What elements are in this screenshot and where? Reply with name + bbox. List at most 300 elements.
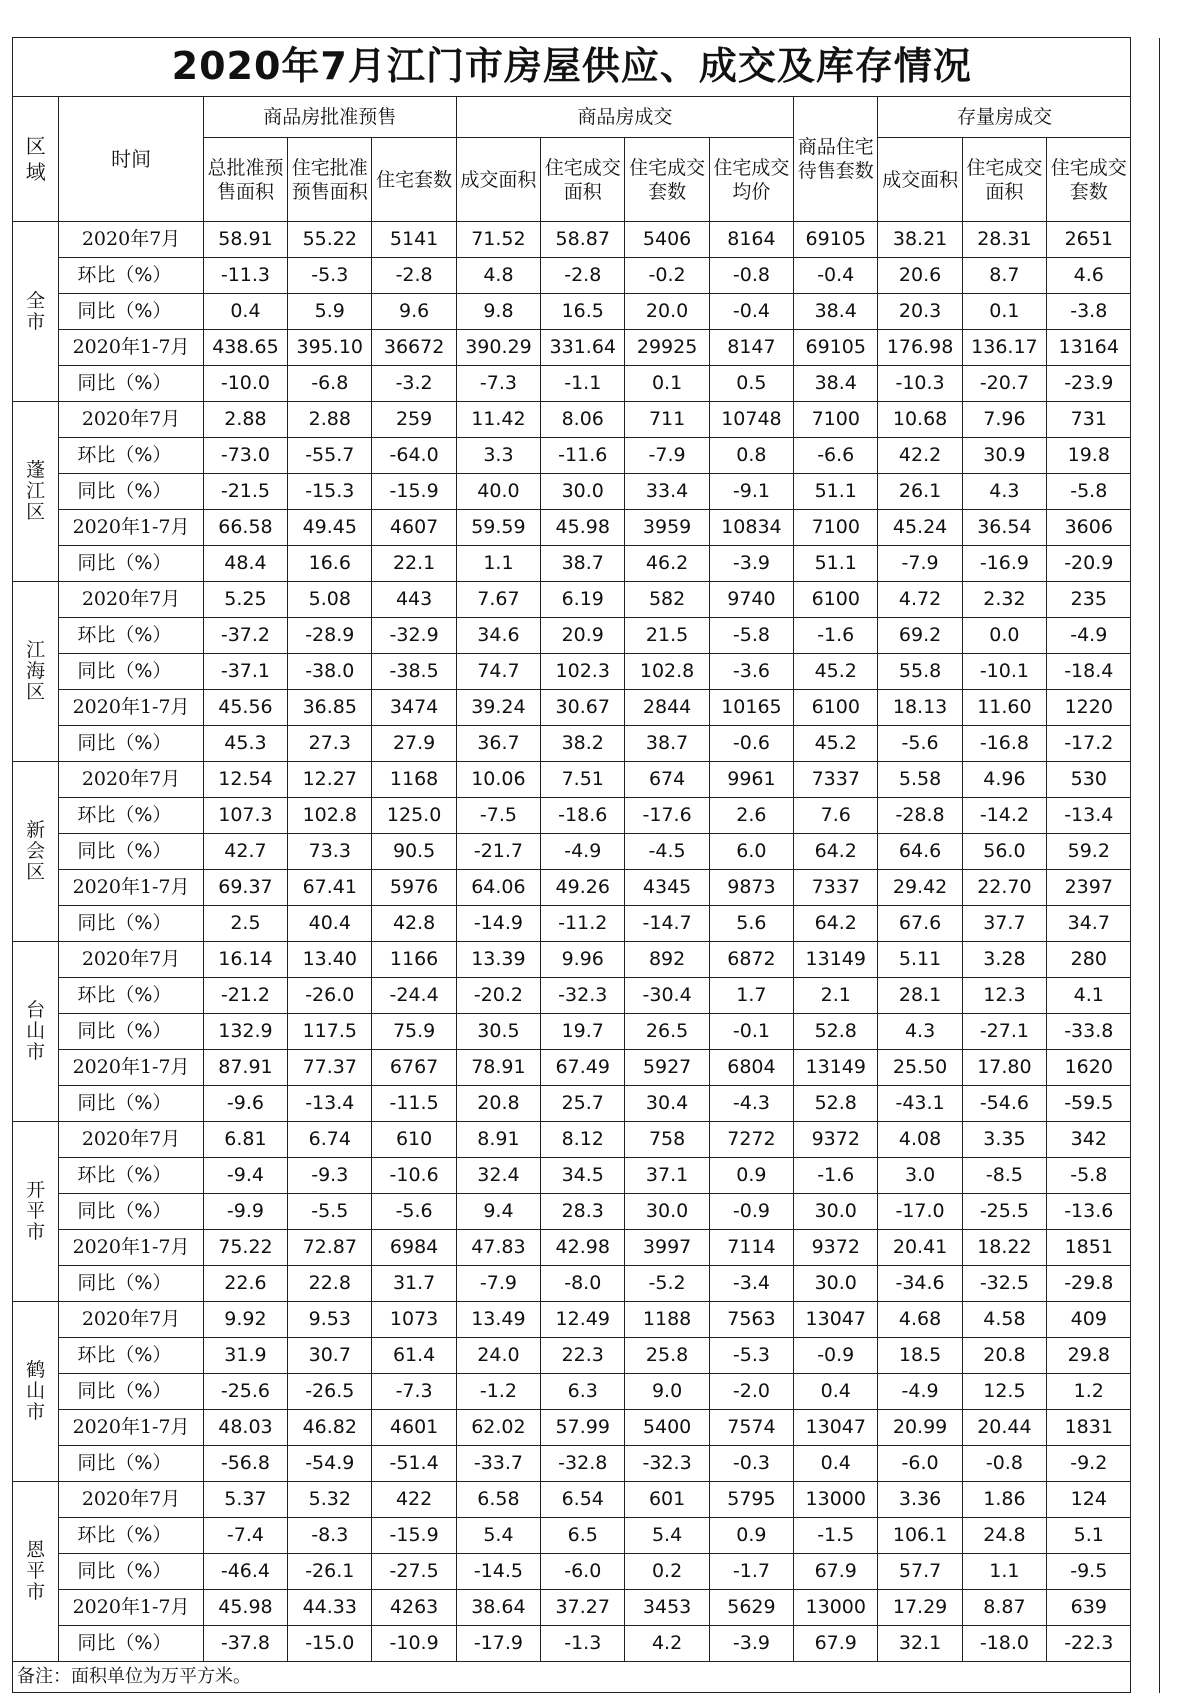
value-cell: 7272: [709, 1122, 793, 1158]
table-row: [13, 1410, 1160, 1446]
value-cell: 5976: [372, 870, 456, 906]
value-cell: -4.9: [541, 834, 625, 870]
value-cell: 45.56: [203, 690, 287, 726]
value-cell: 9372: [794, 1230, 878, 1266]
value-cell: 731: [1047, 402, 1131, 438]
value-cell: 17.29: [878, 1590, 962, 1626]
value-cell: -33.7: [456, 1446, 540, 1482]
value-cell: 4.3: [962, 474, 1046, 510]
value-cell: 5.08: [288, 582, 372, 618]
value-cell: 24.8: [962, 1518, 1046, 1554]
value-cell: -8.0: [541, 1266, 625, 1302]
value-cell: -1.5: [794, 1518, 878, 1554]
value-cell: 36.54: [962, 510, 1046, 546]
value-cell: -56.8: [203, 1446, 287, 1482]
value-cell: 5.6: [709, 906, 793, 942]
table-row: [13, 834, 1160, 870]
value-cell: -32.5: [962, 1266, 1046, 1302]
value-cell: -20.2: [456, 978, 540, 1014]
region-name: 新 会 区: [13, 762, 59, 942]
value-cell: 4.6: [1047, 258, 1131, 294]
value-cell: -10.1: [962, 654, 1046, 690]
footnote: 备注：面积单位为万平方米。: [13, 1662, 1131, 1693]
value-cell: 72.87: [288, 1230, 372, 1266]
value-cell: 22.70: [962, 870, 1046, 906]
value-cell: 24.0: [456, 1338, 540, 1374]
value-cell: -0.2: [625, 258, 709, 294]
value-cell: 8.06: [541, 402, 625, 438]
value-cell: 0.4: [794, 1374, 878, 1410]
value-cell: 38.4: [794, 366, 878, 402]
value-cell: -1.6: [794, 1158, 878, 1194]
value-cell: -18.4: [1047, 654, 1131, 690]
table-row: [13, 330, 1160, 366]
value-cell: -51.4: [372, 1446, 456, 1482]
value-cell: 1166: [372, 942, 456, 978]
col-res-deal-units: 住宅成交套数: [625, 138, 709, 222]
value-cell: 5141: [372, 222, 456, 258]
value-cell: 38.21: [878, 222, 962, 258]
value-cell: 4607: [372, 510, 456, 546]
value-cell: 13164: [1047, 330, 1131, 366]
value-cell: 7.96: [962, 402, 1046, 438]
table-row: [13, 546, 1160, 582]
value-cell: 22.6: [203, 1266, 287, 1302]
region-name: 蓬 江 区: [13, 402, 59, 582]
value-cell: 31.7: [372, 1266, 456, 1302]
value-cell: -0.3: [709, 1446, 793, 1482]
period-label: 同比（%）: [59, 474, 203, 510]
value-cell: 30.0: [794, 1194, 878, 1230]
value-cell: -13.4: [1047, 798, 1131, 834]
value-cell: -32.3: [541, 978, 625, 1014]
value-cell: -9.2: [1047, 1446, 1131, 1482]
value-cell: -5.3: [709, 1338, 793, 1374]
value-cell: 64.6: [878, 834, 962, 870]
value-cell: 38.4: [794, 294, 878, 330]
period-label: 同比（%）: [59, 1194, 203, 1230]
value-cell: 32.4: [456, 1158, 540, 1194]
value-cell: 34.6: [456, 618, 540, 654]
value-cell: -6.8: [288, 366, 372, 402]
value-cell: 78.91: [456, 1050, 540, 1086]
value-cell: -0.1: [709, 1014, 793, 1050]
period-label: 同比（%）: [59, 906, 203, 942]
value-cell: -9.6: [203, 1086, 287, 1122]
value-cell: 33.4: [625, 474, 709, 510]
sales-group-header: 商品房成交: [456, 97, 793, 138]
value-cell: 13047: [794, 1302, 878, 1338]
value-cell: 55.8: [878, 654, 962, 690]
value-cell: 9.53: [288, 1302, 372, 1338]
value-cell: 235: [1047, 582, 1131, 618]
value-cell: 0.4: [794, 1446, 878, 1482]
value-cell: -64.0: [372, 438, 456, 474]
value-cell: 34.7: [1047, 906, 1131, 942]
value-cell: 21.5: [625, 618, 709, 654]
value-cell: 331.64: [541, 330, 625, 366]
value-cell: -21.5: [203, 474, 287, 510]
value-cell: 59.59: [456, 510, 540, 546]
value-cell: -15.9: [372, 1518, 456, 1554]
value-cell: -11.2: [541, 906, 625, 942]
period-label: 环比（%）: [59, 798, 203, 834]
value-cell: -9.3: [288, 1158, 372, 1194]
value-cell: -16.8: [962, 726, 1046, 762]
value-cell: 9873: [709, 870, 793, 906]
value-cell: 6804: [709, 1050, 793, 1086]
value-cell: -27.5: [372, 1554, 456, 1590]
value-cell: -0.8: [709, 258, 793, 294]
value-cell: 1168: [372, 762, 456, 798]
value-cell: 1851: [1047, 1230, 1131, 1266]
value-cell: 3.35: [962, 1122, 1046, 1158]
value-cell: 0.0: [962, 618, 1046, 654]
value-cell: 7337: [794, 762, 878, 798]
value-cell: 57.99: [541, 1410, 625, 1446]
table-body: [13, 222, 1160, 1662]
value-cell: 29.42: [878, 870, 962, 906]
value-cell: -0.4: [709, 294, 793, 330]
value-cell: 438.65: [203, 330, 287, 366]
value-cell: 610: [372, 1122, 456, 1158]
value-cell: 45.98: [541, 510, 625, 546]
value-cell: 3.3: [456, 438, 540, 474]
value-cell: 5.58: [878, 762, 962, 798]
value-cell: 9.6: [372, 294, 456, 330]
value-cell: 7.51: [541, 762, 625, 798]
value-cell: -5.6: [372, 1194, 456, 1230]
value-cell: 176.98: [878, 330, 962, 366]
period-label: 环比（%）: [59, 258, 203, 294]
value-cell: 0.2: [625, 1554, 709, 1590]
value-cell: 1.86: [962, 1482, 1046, 1518]
value-cell: 38.64: [456, 1590, 540, 1626]
region-name: 开 平 市: [13, 1122, 59, 1302]
value-cell: 29.8: [1047, 1338, 1131, 1374]
table-row: [13, 978, 1160, 1014]
col-res-presale-area: 住宅批准预售面积: [288, 138, 372, 222]
value-cell: 8.7: [962, 258, 1046, 294]
period-label: 2020年1-7月: [59, 510, 203, 546]
value-cell: 46.82: [288, 1410, 372, 1446]
value-cell: -20.7: [962, 366, 1046, 402]
period-label: 同比（%）: [59, 1374, 203, 1410]
value-cell: 69105: [794, 222, 878, 258]
value-cell: 26.1: [878, 474, 962, 510]
value-cell: 2651: [1047, 222, 1131, 258]
table-row: [13, 1194, 1160, 1230]
value-cell: -1.7: [709, 1554, 793, 1590]
value-cell: -14.2: [962, 798, 1046, 834]
value-cell: -1.6: [794, 618, 878, 654]
value-cell: 59.2: [1047, 834, 1131, 870]
page-title: 2020年7月江门市房屋供应、成交及库存情况: [13, 38, 1131, 97]
value-cell: 1620: [1047, 1050, 1131, 1086]
table-row: [13, 870, 1160, 906]
value-cell: 16.6: [288, 546, 372, 582]
value-cell: 45.98: [203, 1590, 287, 1626]
value-cell: 5.1: [1047, 1518, 1131, 1554]
value-cell: -37.2: [203, 618, 287, 654]
value-cell: -7.3: [372, 1374, 456, 1410]
value-cell: 19.7: [541, 1014, 625, 1050]
value-cell: -2.0: [709, 1374, 793, 1410]
table-row: [13, 1122, 1160, 1158]
value-cell: 22.3: [541, 1338, 625, 1374]
value-cell: 67.9: [794, 1626, 878, 1662]
value-cell: 37.7: [962, 906, 1046, 942]
period-label: 2020年7月: [59, 402, 203, 438]
value-cell: -4.9: [878, 1374, 962, 1410]
value-cell: -59.5: [1047, 1086, 1131, 1122]
value-cell: 259: [372, 402, 456, 438]
period-label: 2020年1-7月: [59, 1410, 203, 1446]
value-cell: 20.41: [878, 1230, 962, 1266]
value-cell: 892: [625, 942, 709, 978]
value-cell: -18.0: [962, 1626, 1046, 1662]
period-label: 2020年7月: [59, 222, 203, 258]
value-cell: 66.58: [203, 510, 287, 546]
value-cell: 117.5: [288, 1014, 372, 1050]
value-cell: 3.36: [878, 1482, 962, 1518]
value-cell: 6.19: [541, 582, 625, 618]
value-cell: 12.3: [962, 978, 1046, 1014]
value-cell: 10165: [709, 690, 793, 726]
value-cell: 28.3: [541, 1194, 625, 1230]
value-cell: 12.5: [962, 1374, 1046, 1410]
value-cell: 2397: [1047, 870, 1131, 906]
value-cell: 47.83: [456, 1230, 540, 1266]
value-cell: 0.8: [709, 438, 793, 474]
value-cell: 5.25: [203, 582, 287, 618]
period-label: 同比（%）: [59, 1446, 203, 1482]
value-cell: -15.9: [372, 474, 456, 510]
value-cell: 8.87: [962, 1590, 1046, 1626]
period-label: 同比（%）: [59, 1086, 203, 1122]
value-cell: 18.22: [962, 1230, 1046, 1266]
value-cell: 13.49: [456, 1302, 540, 1338]
value-cell: 36.7: [456, 726, 540, 762]
period-label: 环比（%）: [59, 618, 203, 654]
value-cell: 28.31: [962, 222, 1046, 258]
value-cell: -5.5: [288, 1194, 372, 1230]
value-cell: -14.7: [625, 906, 709, 942]
table-row: [13, 402, 1160, 438]
value-cell: 12.49: [541, 1302, 625, 1338]
value-cell: -32.9: [372, 618, 456, 654]
period-label: 环比（%）: [59, 1518, 203, 1554]
value-cell: 7100: [794, 402, 878, 438]
right-margin-cell: [1131, 1662, 1160, 1693]
value-cell: -15.0: [288, 1626, 372, 1662]
table-row: [13, 366, 1160, 402]
value-cell: -54.9: [288, 1446, 372, 1482]
housing-statistics-table: [12, 37, 1160, 1693]
table-row: [13, 762, 1160, 798]
value-cell: 0.1: [962, 294, 1046, 330]
right-margin-cell: [1131, 38, 1160, 222]
period-label: 2020年1-7月: [59, 870, 203, 906]
value-cell: -5.8: [1047, 474, 1131, 510]
value-cell: 30.0: [541, 474, 625, 510]
table-row: [13, 1626, 1160, 1662]
value-cell: 390.29: [456, 330, 540, 366]
value-cell: 45.2: [794, 726, 878, 762]
value-cell: -55.7: [288, 438, 372, 474]
value-cell: -46.4: [203, 1554, 287, 1590]
value-cell: 42.2: [878, 438, 962, 474]
value-cell: 20.9: [541, 618, 625, 654]
value-cell: 25.7: [541, 1086, 625, 1122]
value-cell: 44.33: [288, 1590, 372, 1626]
value-cell: 20.8: [456, 1086, 540, 1122]
value-cell: 22.8: [288, 1266, 372, 1302]
presale-group-header: 商品房批准预售: [203, 97, 456, 138]
region-name: 恩 平 市: [13, 1482, 59, 1662]
value-cell: -7.4: [203, 1518, 287, 1554]
value-cell: 4601: [372, 1410, 456, 1446]
value-cell: 90.5: [372, 834, 456, 870]
value-cell: 7114: [709, 1230, 793, 1266]
table-row: [13, 474, 1160, 510]
value-cell: 18.5: [878, 1338, 962, 1374]
value-cell: 55.22: [288, 222, 372, 258]
period-label: 2020年7月: [59, 942, 203, 978]
value-cell: 18.13: [878, 690, 962, 726]
value-cell: 64.2: [794, 906, 878, 942]
value-cell: 7100: [794, 510, 878, 546]
value-cell: 342: [1047, 1122, 1131, 1158]
period-label: 2020年7月: [59, 1302, 203, 1338]
value-cell: 3453: [625, 1590, 709, 1626]
col-res-presale-units: 住宅套数: [372, 138, 456, 222]
value-cell: 64.06: [456, 870, 540, 906]
value-cell: 5.4: [625, 1518, 709, 1554]
value-cell: 9961: [709, 762, 793, 798]
value-cell: 422: [372, 1482, 456, 1518]
period-label: 同比（%）: [59, 726, 203, 762]
value-cell: 409: [1047, 1302, 1131, 1338]
value-cell: 36672: [372, 330, 456, 366]
value-cell: 57.7: [878, 1554, 962, 1590]
value-cell: 11.60: [962, 690, 1046, 726]
value-cell: 20.99: [878, 1410, 962, 1446]
value-cell: -15.3: [288, 474, 372, 510]
value-cell: -29.8: [1047, 1266, 1131, 1302]
value-cell: 4.68: [878, 1302, 962, 1338]
right-margin-cell: [1131, 222, 1160, 1662]
value-cell: 280: [1047, 942, 1131, 978]
value-cell: -1.1: [541, 366, 625, 402]
value-cell: 443: [372, 582, 456, 618]
value-cell: 30.7: [288, 1338, 372, 1374]
value-cell: 32.1: [878, 1626, 962, 1662]
value-cell: 38.2: [541, 726, 625, 762]
period-label: 2020年1-7月: [59, 330, 203, 366]
value-cell: 20.44: [962, 1410, 1046, 1446]
period-label: 同比（%）: [59, 1554, 203, 1590]
value-cell: -11.6: [541, 438, 625, 474]
value-cell: 8147: [709, 330, 793, 366]
value-cell: 56.0: [962, 834, 1046, 870]
table-row: [13, 726, 1160, 762]
value-cell: 4.3: [878, 1014, 962, 1050]
value-cell: 5400: [625, 1410, 709, 1446]
value-cell: 5795: [709, 1482, 793, 1518]
region-name: 鹤 山 市: [13, 1302, 59, 1482]
col-res-deal-area: 住宅成交面积: [541, 138, 625, 222]
table-row: [13, 222, 1160, 258]
value-cell: 16.14: [203, 942, 287, 978]
value-cell: -17.9: [456, 1626, 540, 1662]
value-cell: 674: [625, 762, 709, 798]
region-name: 江 海 区: [13, 582, 59, 762]
value-cell: 27.3: [288, 726, 372, 762]
table-row: [13, 798, 1160, 834]
table-row: [13, 1302, 1160, 1338]
value-cell: -25.6: [203, 1374, 287, 1410]
value-cell: -3.9: [709, 1626, 793, 1662]
value-cell: 601: [625, 1482, 709, 1518]
value-cell: -37.8: [203, 1626, 287, 1662]
value-cell: 2.88: [203, 402, 287, 438]
value-cell: 40.0: [456, 474, 540, 510]
value-cell: -2.8: [541, 258, 625, 294]
value-cell: -11.5: [372, 1086, 456, 1122]
col-stock-res-units: 住宅成交套数: [1047, 138, 1131, 222]
value-cell: 106.1: [878, 1518, 962, 1554]
table-row: [13, 510, 1160, 546]
value-cell: 1.7: [709, 978, 793, 1014]
inventory-header: 商品住宅待售套数: [794, 97, 878, 222]
value-cell: 39.24: [456, 690, 540, 726]
value-cell: 19.8: [1047, 438, 1131, 474]
value-cell: 8.91: [456, 1122, 540, 1158]
value-cell: 6100: [794, 690, 878, 726]
value-cell: 67.41: [288, 870, 372, 906]
value-cell: 4.08: [878, 1122, 962, 1158]
col-stock-res-area: 住宅成交面积: [962, 138, 1046, 222]
value-cell: 1.2: [1047, 1374, 1131, 1410]
period-label: 同比（%）: [59, 1014, 203, 1050]
value-cell: 711: [625, 402, 709, 438]
value-cell: 0.9: [709, 1158, 793, 1194]
value-cell: 22.1: [372, 546, 456, 582]
value-cell: -38.5: [372, 654, 456, 690]
table-row: [13, 294, 1160, 330]
value-cell: 1220: [1047, 690, 1131, 726]
table-row: [13, 942, 1160, 978]
value-cell: 107.3: [203, 798, 287, 834]
value-cell: 69.2: [878, 618, 962, 654]
value-cell: 5406: [625, 222, 709, 258]
value-cell: -0.6: [709, 726, 793, 762]
value-cell: 4345: [625, 870, 709, 906]
value-cell: 73.3: [288, 834, 372, 870]
period-label: 2020年1-7月: [59, 690, 203, 726]
value-cell: -10.6: [372, 1158, 456, 1194]
value-cell: 10.06: [456, 762, 540, 798]
value-cell: 132.9: [203, 1014, 287, 1050]
value-cell: 13.39: [456, 942, 540, 978]
period-label: 环比（%）: [59, 978, 203, 1014]
value-cell: 125.0: [372, 798, 456, 834]
value-cell: 4263: [372, 1590, 456, 1626]
value-cell: -10.9: [372, 1626, 456, 1662]
value-cell: -54.6: [962, 1086, 1046, 1122]
value-cell: -13.4: [288, 1086, 372, 1122]
